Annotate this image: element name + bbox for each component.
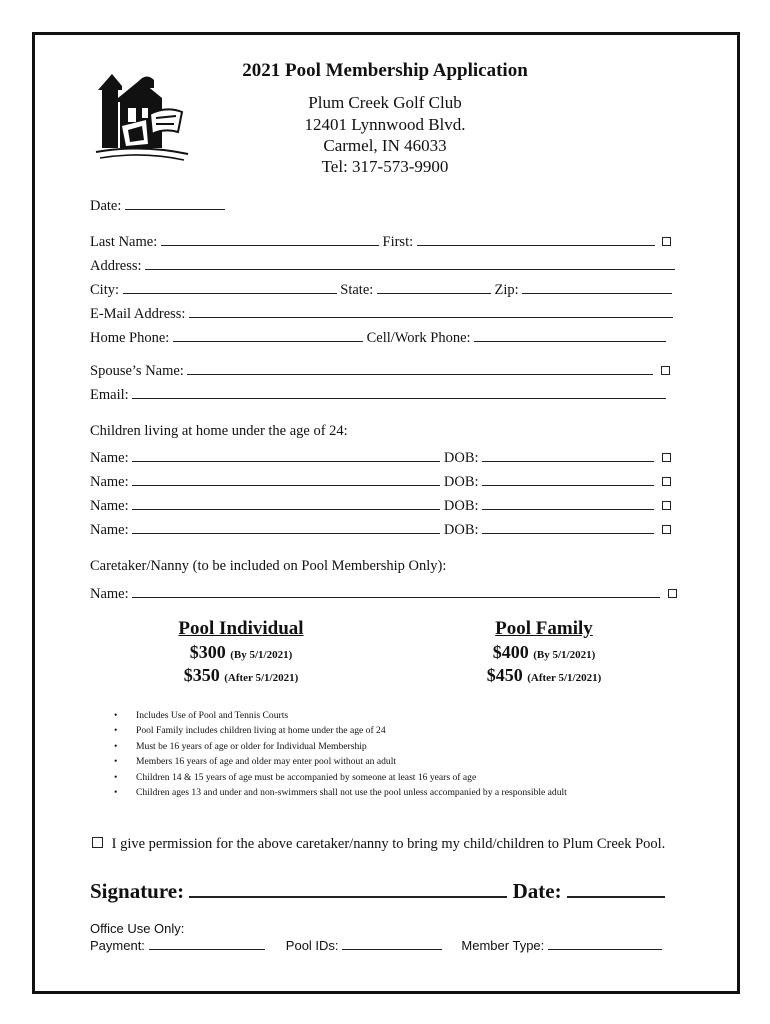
email-address-field[interactable] xyxy=(189,303,673,318)
club-city: Carmel, IN 46033 xyxy=(323,136,447,155)
city-label: City: xyxy=(90,282,120,298)
rule-item: • Children 14 & 15 years of age must be accompanied by someone at least 16 years of age xyxy=(108,770,567,785)
address-row xyxy=(90,255,675,275)
rule-item: • Must be 16 years of age or older for Individual Membership xyxy=(108,739,567,754)
state-field[interactable] xyxy=(377,279,491,294)
signature-row xyxy=(90,878,665,904)
club-street: 12401 Lynnwood Blvd. xyxy=(304,115,466,134)
address-label: Address: xyxy=(90,258,142,274)
permission-checkbox[interactable] xyxy=(92,837,103,848)
caretaker-name-label: Name: xyxy=(90,586,129,602)
spouse-label: Spouse’s Name: xyxy=(90,363,184,379)
home-phone-field[interactable] xyxy=(173,327,363,342)
child-checkbox[interactable] xyxy=(662,477,671,486)
child-dob-label: DOB: xyxy=(443,474,479,490)
zip-field[interactable] xyxy=(522,279,672,294)
caretaker-checkbox[interactable] xyxy=(668,589,677,598)
plan-family-title: Pool Family xyxy=(495,618,593,639)
city-field[interactable] xyxy=(123,279,337,294)
plan-individual-title: Pool Individual xyxy=(178,618,304,639)
caretaker-heading: Caretaker/Nanny (to be included on Pool Membership Only): xyxy=(90,558,447,574)
children-heading: Children living at home under the age of 24: xyxy=(90,423,348,439)
child-dob-field[interactable] xyxy=(482,447,654,462)
email-address-row xyxy=(90,303,673,323)
child-dob-field[interactable] xyxy=(482,519,654,534)
payment-label: Payment: xyxy=(90,938,145,953)
child-dob-label: DOB: xyxy=(443,522,479,538)
email-address-label: E-Mail Address: xyxy=(90,306,186,322)
child-checkbox[interactable] xyxy=(662,453,671,462)
last-name-label: Last Name: xyxy=(90,234,158,250)
child-name-label: Name: xyxy=(90,474,129,490)
date-field[interactable] xyxy=(125,195,225,210)
date-label: Date: xyxy=(90,198,122,214)
plan-individual xyxy=(141,618,341,686)
child-name-field[interactable] xyxy=(132,519,440,534)
child-checkbox[interactable] xyxy=(662,525,671,534)
spouse-checkbox[interactable] xyxy=(661,366,670,375)
signature-date-label: Date: xyxy=(512,879,562,903)
office-use-heading: Office Use Only: xyxy=(90,921,185,936)
child-dob-label: DOB: xyxy=(443,450,479,466)
spouse-row xyxy=(90,360,670,380)
child-checkbox[interactable] xyxy=(662,501,671,510)
plan-family xyxy=(444,618,644,686)
signature-field[interactable] xyxy=(189,878,507,898)
spouse-email-row xyxy=(90,384,666,404)
rule-item: • Members 16 years of age and older may enter pool without an adult xyxy=(108,754,567,769)
signature-date-field[interactable] xyxy=(567,878,665,898)
member-type-label: Member Type: xyxy=(461,938,545,953)
permission-text: I give permission for the above caretaker/nanny to bring my child/children to Plum Creek Pool. xyxy=(111,836,666,852)
child-dob-field[interactable] xyxy=(482,471,654,486)
caretaker-name-field[interactable] xyxy=(132,583,660,598)
last-name-field[interactable] xyxy=(161,231,379,246)
spouse-field[interactable] xyxy=(187,360,653,375)
signature-label: Signature: xyxy=(90,879,185,903)
rule-item: • Children ages 13 and under and non-swimmers shall not use the pool unless accompanied by a responsible adult xyxy=(108,785,567,800)
child-dob-field[interactable] xyxy=(482,495,654,510)
child-name-field[interactable] xyxy=(132,447,440,462)
caretaker-row xyxy=(90,583,677,603)
pool-ids-field[interactable] xyxy=(342,937,442,950)
permission-row xyxy=(92,836,665,853)
club-phone: Tel: 317-573-9900 xyxy=(321,157,449,176)
cell-phone-field[interactable] xyxy=(474,327,666,342)
payment-field[interactable] xyxy=(149,937,265,950)
child-name-field[interactable] xyxy=(132,495,440,510)
child-name-label: Name: xyxy=(90,522,129,538)
city-row xyxy=(90,279,672,299)
first-name-label: First: xyxy=(382,234,414,250)
spouse-email-label: Email: xyxy=(90,387,129,403)
state-label: State: xyxy=(340,282,374,298)
pool-ids-label: Pool IDs: xyxy=(285,938,339,953)
child-name-field[interactable] xyxy=(132,471,440,486)
child-dob-label: DOB: xyxy=(443,498,479,514)
zip-label: Zip: xyxy=(494,282,519,298)
name-row xyxy=(90,231,671,251)
rule-item: • Pool Family includes children living at home under the age of 24 xyxy=(108,723,567,738)
child-row xyxy=(90,447,671,467)
cell-phone-label: Cell/Work Phone: xyxy=(366,330,471,346)
rule-item: • Includes Use of Pool and Tennis Courts xyxy=(108,708,567,723)
page-title: 2021 Pool Membership Application xyxy=(242,60,528,81)
primary-member-checkbox[interactable] xyxy=(662,237,671,246)
child-name-label: Name: xyxy=(90,450,129,466)
first-name-field[interactable] xyxy=(417,231,655,246)
spouse-email-field[interactable] xyxy=(132,384,666,399)
address-field[interactable] xyxy=(145,255,675,270)
office-use-row xyxy=(90,937,662,953)
date-row xyxy=(90,195,225,215)
plan-individual-price-early: $300 (By 5/1/2021) xyxy=(189,642,293,662)
plan-family-price-late: $450 (After 5/1/2021) xyxy=(486,665,602,685)
club-name: Plum Creek Golf Club xyxy=(308,93,462,112)
child-name-label: Name: xyxy=(90,498,129,514)
child-row xyxy=(90,495,671,515)
child-row xyxy=(90,471,671,491)
member-type-field[interactable] xyxy=(548,937,662,950)
home-phone-label: Home Phone: xyxy=(90,330,170,346)
phone-row xyxy=(90,327,666,347)
plan-individual-price-late: $350 (After 5/1/2021) xyxy=(183,665,299,685)
plan-family-price-early: $400 (By 5/1/2021) xyxy=(492,642,596,662)
membership-rules-list xyxy=(108,708,567,800)
child-row xyxy=(90,519,671,539)
